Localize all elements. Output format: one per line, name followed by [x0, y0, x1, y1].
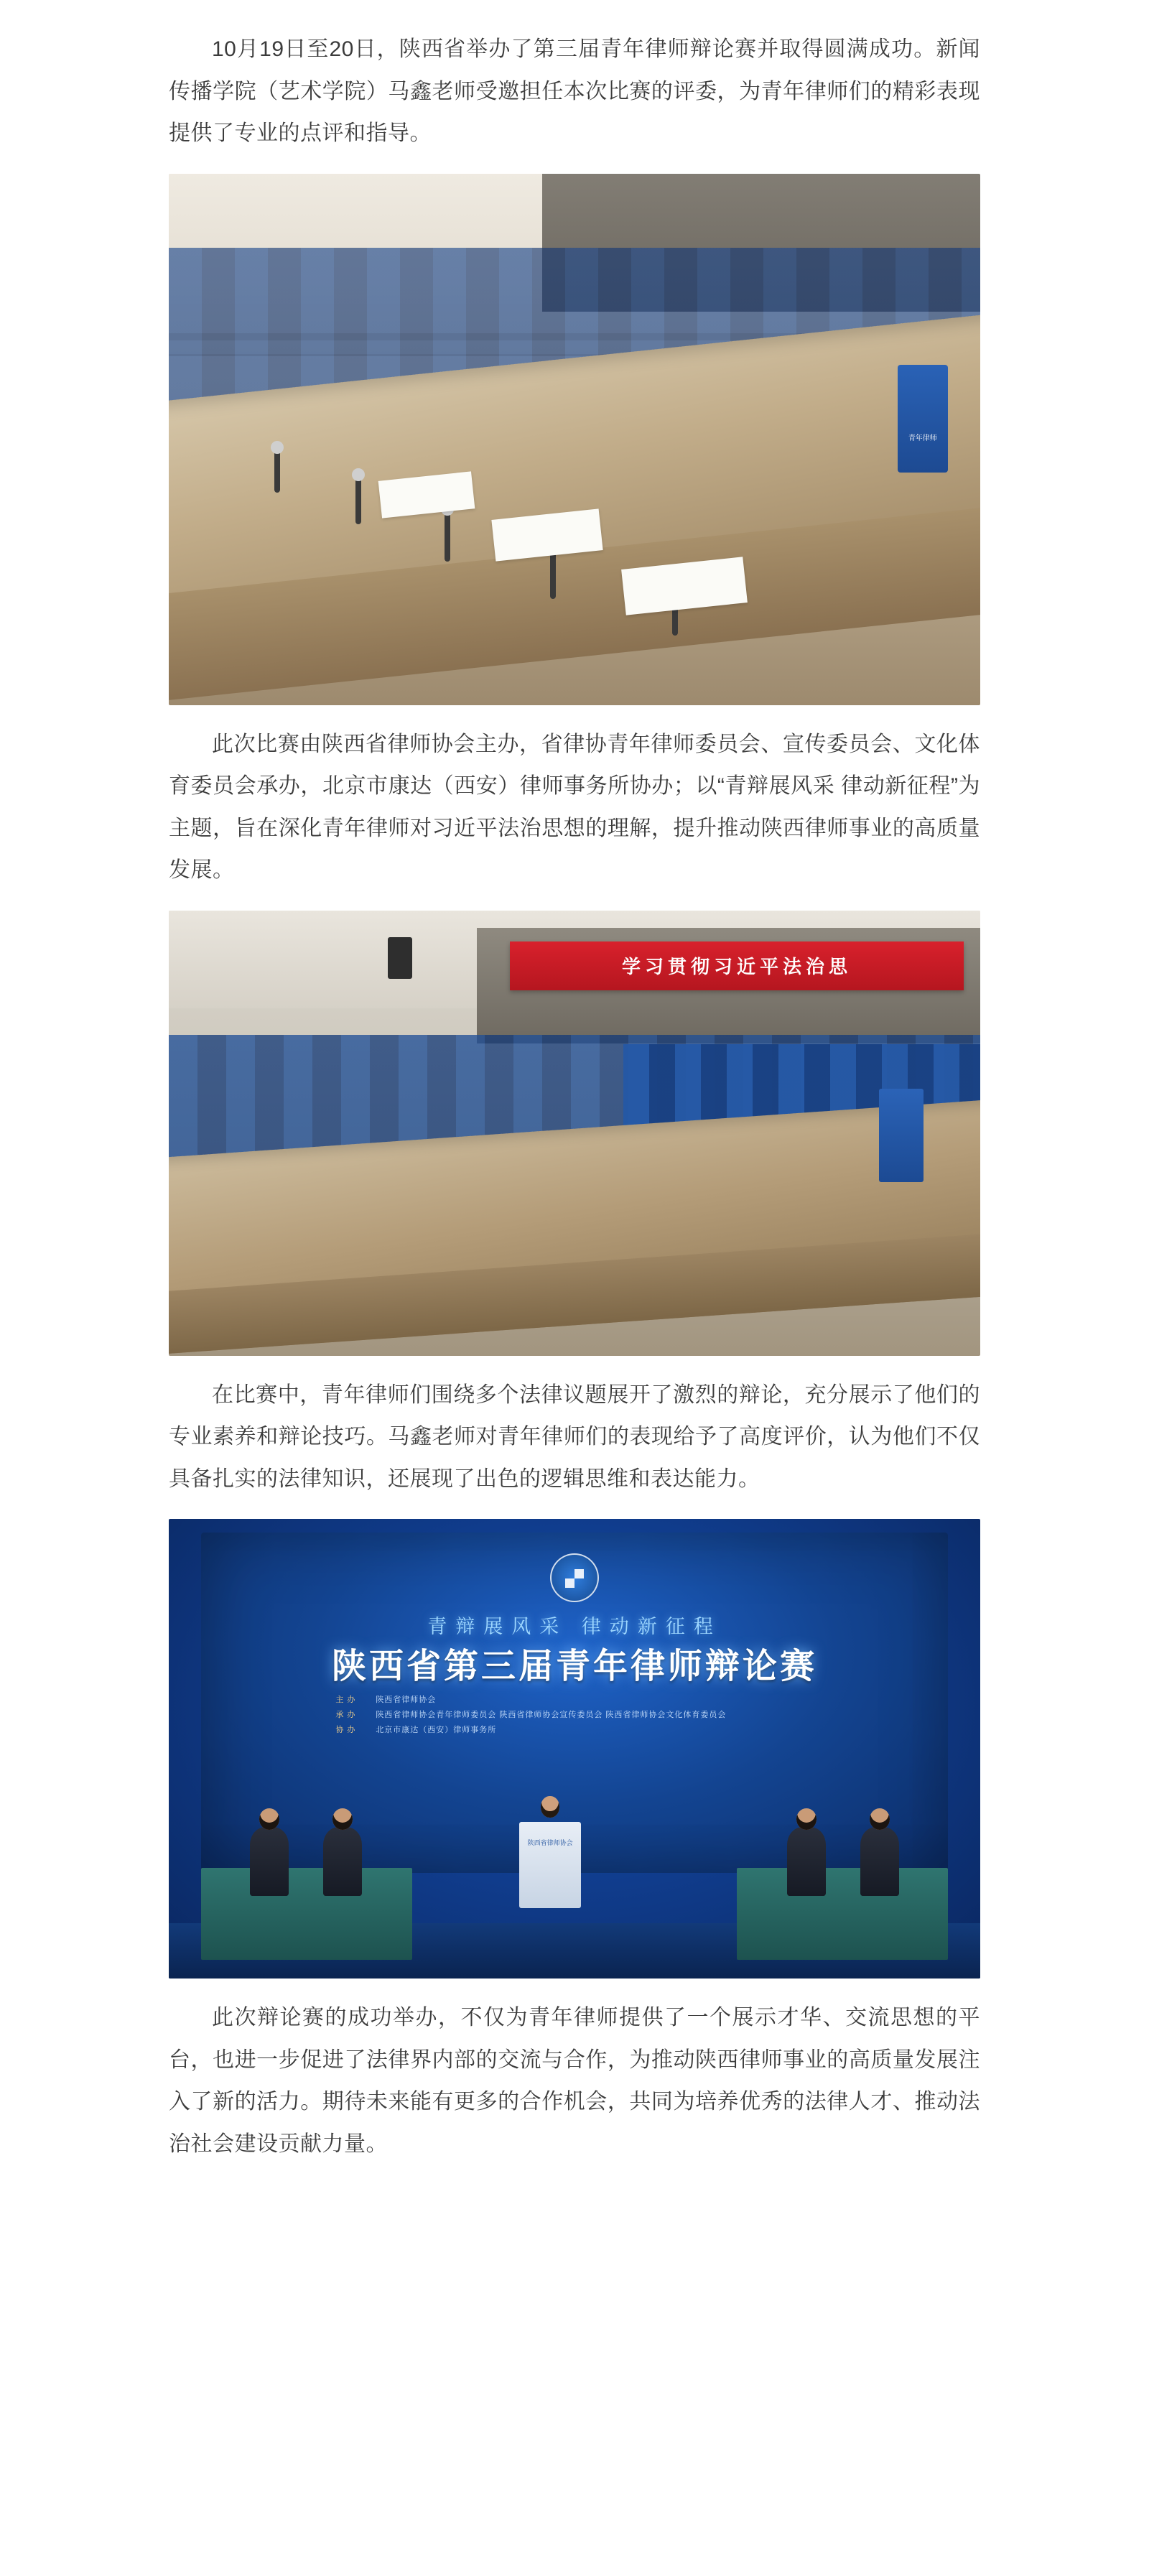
photo1-side-banner-label: 青年律师	[908, 434, 937, 442]
photo3-debater-head	[332, 1808, 353, 1830]
photo3-screen-subtitle: 青辩展风采 律动新征程	[427, 1616, 722, 1638]
photo3-credit-label: 主 办	[335, 1695, 356, 1704]
photo3-credit-value: 陕西省律师协会	[376, 1695, 437, 1704]
photo3-podium	[519, 1822, 581, 1908]
paragraph-2: 此次比赛由陕西省律师协会主办，省律协青年律师委员会、宣传委员会、文化体育委员会承办，北京市康达（西安）律师事务所协办；以“青辩展风采 律动新征程”为主题，旨在深化青年律师对习近平法治思想的理解，提升推动陕西律师事业的高质量发展。	[169, 732, 980, 882]
figure-stage-screen	[169, 1519, 980, 1979]
photo3-debater-head	[259, 1808, 279, 1830]
photo2-red-banner: 学习贯彻习近平法治思	[510, 941, 964, 990]
photo3-podium-label: 陕西省律师协会	[527, 1838, 573, 1846]
photo1-microphone	[355, 477, 361, 524]
photo2-side-banner	[879, 1089, 924, 1182]
photo1-microphone	[445, 511, 450, 562]
photo3-debater-head	[870, 1808, 890, 1830]
paragraph-3: 在比赛中，青年律师们围绕多个法律议题展开了激烈的辩论，充分展示了他们的专业素养和辩论技巧。马鑫老师对青年律师们的表现给予了高度评价，认为他们不仅具备扎实的法律知识，还展现了出色的逻辑思维和表达能力。	[169, 1382, 980, 1491]
photo3-debater	[250, 1827, 289, 1896]
photo-hall-overview	[169, 911, 980, 1356]
photo3-debater	[860, 1827, 899, 1896]
photo3-credits	[335, 1693, 813, 1738]
photo3-credit-row	[335, 1723, 813, 1738]
photo1-side-banner	[898, 365, 948, 473]
photo1-microphone	[274, 450, 280, 493]
photo3-credit-row	[335, 1693, 813, 1708]
photo3-speaker-head	[541, 1796, 559, 1818]
article-body	[169, 29, 980, 2165]
figure-hall-overview	[169, 911, 980, 1356]
photo3-credit-label: 协 办	[335, 1725, 356, 1734]
paragraph-1: 10月19日至20日，陕西省举办了第三届青年律师辩论赛并取得圆满成功。新闻传播学院（艺术学院）马鑫老师受邀担任本次比赛的评委，为青年律师们的精彩表现提供了专业的点评和指导。	[169, 37, 980, 145]
paragraph-4: 此次辩论赛的成功举办，不仅为青年律师提供了一个展示才华、交流思想的平台，也进一步促进了法律界内部的交流与合作，为推动陕西律师事业的高质量发展注入了新的活力。期待未来能有更多的合作机会，共同为培养优秀的法律人才、推动法治社会建设贡献力量。	[169, 2006, 980, 2156]
lawyer-association-emblem-icon	[550, 1553, 599, 1602]
photo3-debater-head	[796, 1808, 817, 1830]
photo3-credit-row	[335, 1708, 813, 1723]
photo2-loudspeaker	[388, 937, 412, 979]
photo3-credit-value: 北京市康达（西安）律师事务所	[376, 1725, 497, 1734]
photo-stage-screen	[169, 1519, 980, 1979]
photo3-debater	[787, 1827, 826, 1896]
photo-judges-panel	[169, 174, 980, 705]
photo3-debater	[323, 1827, 362, 1896]
photo3-debate-desk-left	[201, 1868, 412, 1960]
photo3-credit-value: 陕西省律师协会青年律师委员会 陕西省律师协会宣传委员会 陕西省律师协会文化体育委员会	[376, 1710, 727, 1719]
photo3-credit-label: 承 办	[335, 1710, 356, 1719]
figure-judges-panel	[169, 174, 980, 705]
photo3-screen-title: 陕西省第三届青年律师辩论赛	[331, 1647, 817, 1685]
photo3-debate-desk-right	[737, 1868, 948, 1960]
